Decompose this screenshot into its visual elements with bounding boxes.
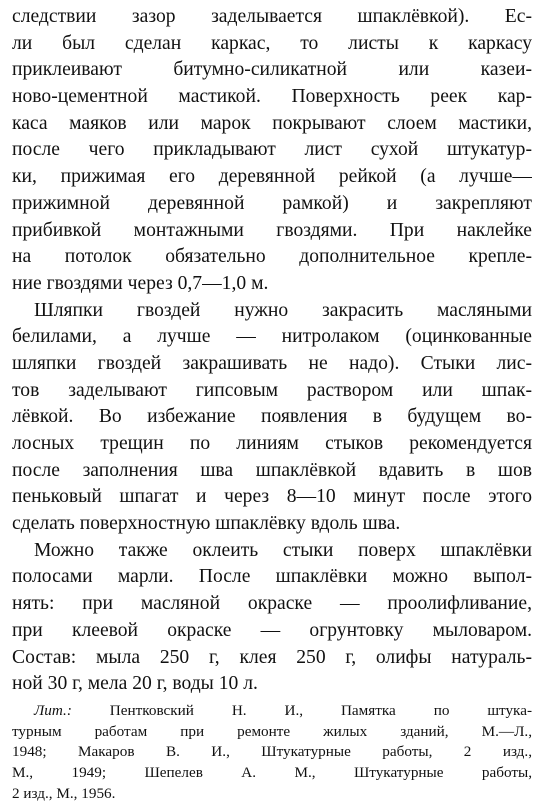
reference-line: турным работам при ремонте жилых зданий, М.—Л.,: [12, 722, 532, 740]
text-line: тов заделывают гипсовым раствором или шпак-: [12, 379, 532, 401]
text-line: прижимной деревянной рамкой) и закрепляют: [12, 192, 532, 214]
text-line: следствии зазор заделывается шпаклёвкой). Ес-: [12, 6, 532, 27]
text-line: полосами марли. После шпаклёвки можно выпол-: [12, 566, 532, 588]
text-line: лосных трещин по линиям стыков рекомендуется: [12, 433, 532, 454]
text-line: Состав: мыла 250 г, клея 250 г, олифы натураль-: [12, 646, 532, 668]
text-line: прибивкой монтажными гвоздями. При наклейке: [12, 219, 532, 241]
text-line: после заполнения шва шпаклёвкой вдавить в шов: [12, 459, 532, 481]
text-line: на потолок обязательно дополнительное крепле-: [12, 246, 532, 268]
reference-line: 1948; Макаров В. И., Штукатурные работы, 2 изд.,: [12, 743, 532, 761]
text-line: ки, прижимая его деревянной рейкой (а лучше—: [12, 166, 532, 188]
reference-text: Пентковский Н. И., Памятка по штука-: [71, 701, 532, 719]
text-line: Можно также оклеить стыки поверх шпаклёвки: [34, 539, 532, 561]
text-line: Шляпки гвоздей нужно закрасить масляными: [34, 299, 532, 321]
reference-line: М., 1949; Шепелев А. М., Штукатурные работы,: [12, 763, 532, 781]
text-line: сделать поверхностную шпаклёвку вдоль шва.: [12, 513, 401, 535]
text-line: при клеевой окраске — огрунтовку мыловаром.: [12, 619, 532, 641]
text-line: ной 30 г, мела 20 г, воды 10 л.: [12, 673, 258, 695]
references-label: Лит.:: [34, 701, 72, 719]
text-line: приклеивают битумно-силикатной или казеи-: [12, 59, 532, 81]
text-line: белилами, а лучше — нитролаком (оцинкованные: [12, 326, 532, 348]
paragraph-1: [12, 4, 532, 298]
document-page: [12, 4, 532, 804]
text-line: после чего прикладывают лист сухой штукатур-: [12, 139, 532, 161]
text-line: ли был сделан каркас, то листы к каркасу: [12, 32, 532, 54]
paragraph-3: [12, 538, 532, 698]
text-line: ние гвоздями через 0,7—1,0 м.: [12, 272, 269, 294]
text-line: ново-цементной мастикой. Поверхность реек кар-: [12, 86, 532, 108]
reference-line: [12, 701, 532, 722]
paragraph-2: [12, 298, 532, 538]
text-line: шляпки гвоздей закрашивать не надо). Стыки лис-: [12, 352, 532, 374]
text-line: каса маяков или марок покрывают слоем мастики,: [12, 112, 532, 134]
references: [12, 701, 532, 804]
text-line: нять: при масляной окраске — проолифливание,: [12, 593, 532, 615]
reference-line: 2 изд., М., 1956.: [12, 784, 116, 802]
text-line: пеньковый шпагат и через 8—10 минут после этого: [12, 486, 532, 508]
text-line: лёвкой. Во избежание появления в будущем во-: [12, 406, 532, 428]
